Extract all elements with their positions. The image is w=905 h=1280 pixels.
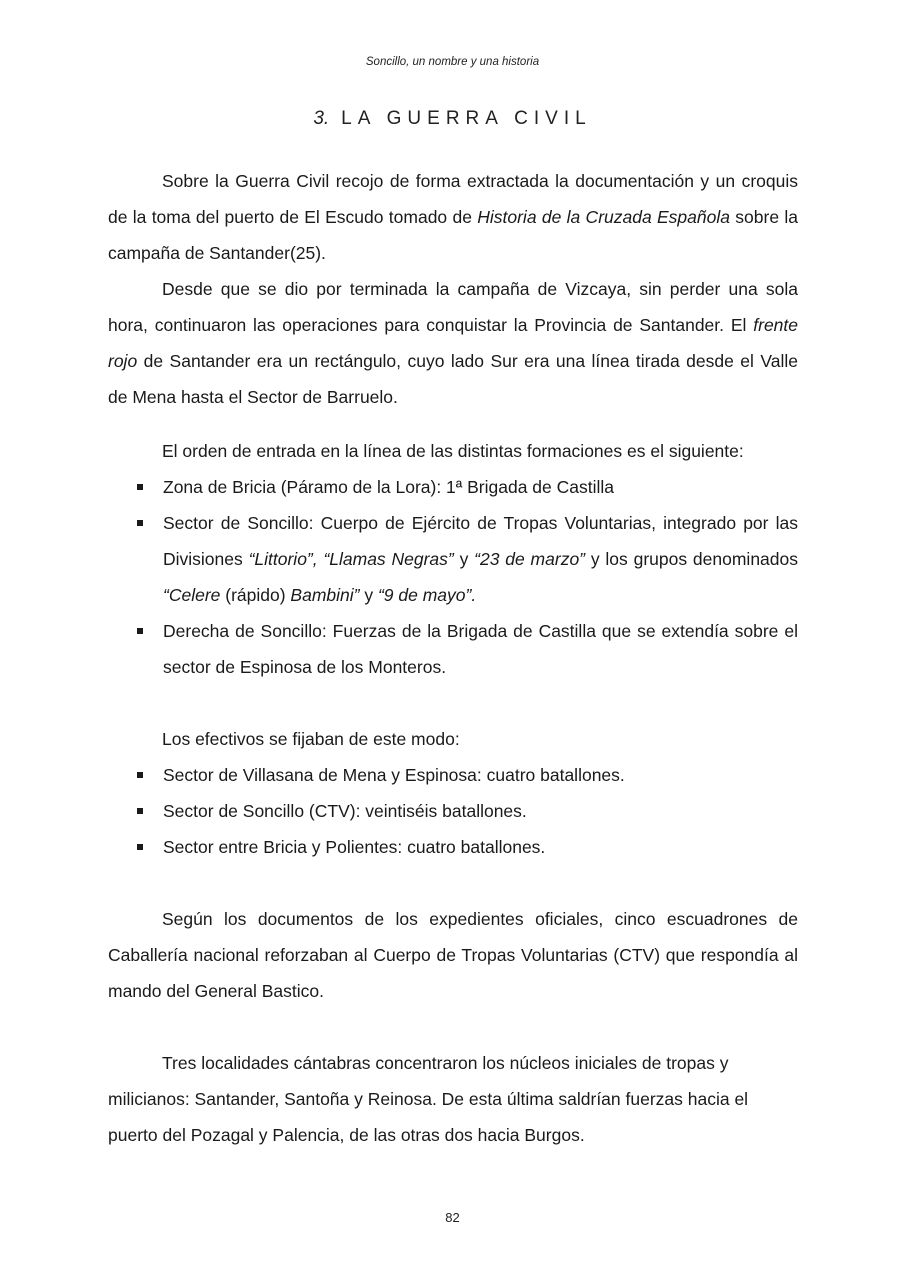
page-number: 82 — [445, 1210, 460, 1225]
main-text — [108, 163, 798, 1153]
paragraph-campaign: Desde que se dio por terminada la campaña de Vizcaya, sin perder una sola hora, continuaron las operaciones para conquistar la Provincia de Santander. El frente rojo de Santander era un rectángulo, cuyo lado Sur era una línea tirada desde el Valle de Mena hasta el Sector de Barruelo. — [108, 279, 798, 407]
list-item: Zona de Bricia (Páramo de la Lora): 1ª Brigada de Castilla — [108, 469, 798, 505]
chapter-number: 3. — [313, 108, 330, 129]
list-item: Sector entre Bricia y Polientes: cuatro batallones. — [108, 829, 798, 865]
running-header: Soncillo, un nombre y una historia — [365, 56, 540, 68]
paragraph-cavalry: Según los documentos de los expedientes oficiales, cinco escuadrones de Caballería nacional reforzaban al Cuerpo de Tropas Voluntarias (CTV) que respondía al mando del General Bastico. — [108, 909, 798, 1001]
paragraph-effectives-intro: Los efectivos se fijaban de este modo: — [162, 729, 460, 749]
chapter-title: LA GUERRA CIVIL — [341, 108, 592, 129]
list-item: Derecha de Soncillo: Fuerzas de la Brigada de Castilla que se extendía sobre el sector de Espinosa de los Monteros. — [108, 613, 798, 685]
list-item: Sector de Soncillo (CTV): veintiséis batallones. — [108, 793, 798, 829]
chapter-heading — [0, 108, 905, 130]
frente-rojo-emphasis: frente rojo — [108, 315, 798, 371]
effectives-list — [108, 757, 798, 865]
paragraph-intro: Sobre la Guerra Civil recojo de forma extractada la documentación y un croquis de la toma del puerto de El Escudo tomado de Historia de la Cruzada Española sobre la campaña de Santander(25). — [108, 171, 798, 263]
list-item: Sector de Villasana de Mena y Espinosa: cuatro batallones. — [108, 757, 798, 793]
list-item: Sector de Soncillo: Cuerpo de Ejército de Tropas Voluntarias, integrado por las Divisiones “Littorio”, “Llamas Negras” y “23 de marzo” y los grupos denominados “Celere (rápido) Bambini” y “9 de mayo”. — [108, 505, 798, 613]
book-title: Historia de la Cruzada Española — [477, 207, 730, 227]
paragraph-formations-intro: El orden de entrada en la línea de las distintas formaciones es el siguiente: — [162, 441, 744, 461]
formations-list — [108, 469, 798, 685]
paragraph-localities: Tres localidades cántabras concentraron los núcleos iniciales de tropas y milicianos: Santander, Santoña y Reinosa. De esta última saldrían fuerzas hacia el puerto del Pozagal y Palencia, de las otras dos hacia Burgos. — [108, 1053, 749, 1145]
